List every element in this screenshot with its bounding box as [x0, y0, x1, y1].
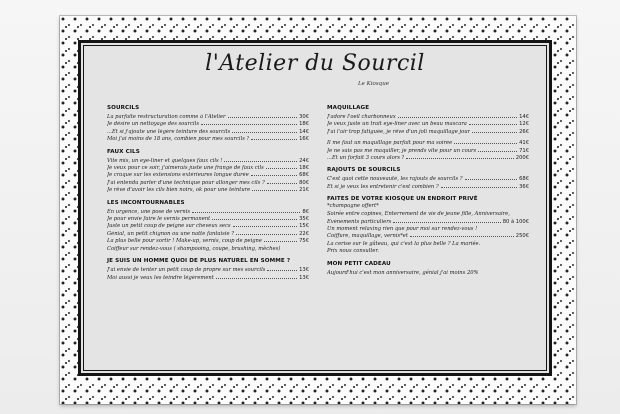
item-text: Vite mis, un eye-liner et quelques faux cils !	[107, 157, 223, 164]
menu-title: l'Atelier du Sourcil	[205, 51, 425, 76]
item-price: 13€	[299, 267, 309, 274]
item-text: Coiffure, maquillage, vernis*et	[327, 233, 408, 240]
menu-item	[107, 172, 309, 179]
section-title: FAITES DE VOTRE KIOSQUE UN ENDROIT PRIVÉ	[327, 196, 478, 203]
section-je-suis-un-homme-quoi-de-plus-naturel-en-somme	[107, 258, 309, 282]
menu-item	[327, 176, 529, 183]
item-price: 18€	[299, 165, 309, 172]
menu-item	[327, 148, 529, 155]
item-text: ...Et un forfait 3 cours alors ?	[327, 155, 405, 162]
menu-item	[327, 114, 529, 121]
dot-leader	[478, 151, 517, 152]
section-title: MON PETIT CADEAU	[327, 260, 391, 267]
menu-item	[107, 238, 309, 245]
item-price: 68€	[299, 172, 309, 179]
menu-item	[327, 219, 529, 226]
dot-leader	[232, 132, 297, 133]
item-text: Juste un petit coup de peigne sur cheveux secs	[107, 223, 231, 230]
item-price: 18€	[299, 121, 309, 128]
item-text: En urgence, une pose de vernis	[107, 208, 191, 215]
dot-leader	[201, 124, 297, 125]
item-price: 30€	[299, 114, 309, 120]
menu-item	[327, 140, 529, 147]
item-price: 15€	[299, 223, 309, 230]
item-text: La parfaite restructuration comme à l'Atelier	[107, 114, 226, 120]
item-text: Je pour envie faire le vernis permanent	[107, 216, 211, 223]
section-title: RAJOUTS DE SOURCILS	[327, 167, 401, 174]
item-price: 41€	[519, 140, 529, 147]
item-text: Je craque sur les extensions extérieures longue durée	[107, 172, 249, 179]
section-title: MAQUILLAGE	[327, 105, 370, 111]
item-price: 80€	[299, 179, 309, 186]
menu-line: Coiffeur sur rendez-vous ( shampooing, coupe, brushing, mèches)	[107, 245, 281, 252]
item-text: Génial, un petit chignon ou une natte fantaisie ?	[107, 230, 234, 237]
item-text: ...Et si j'ajoute une légère teinture des sourcils	[107, 128, 231, 135]
item-price: 71€	[519, 147, 529, 154]
section-faites-de-votre-kiosque-un-endroit-prive	[327, 196, 529, 255]
right-column	[327, 105, 529, 282]
dot-leader	[398, 117, 517, 118]
dot-leader	[216, 278, 297, 279]
menu-item	[107, 158, 309, 165]
menu-item	[107, 165, 309, 172]
item-text: Je ne sais pas me maquiller, je prends vite pour un cours	[327, 147, 477, 154]
item-price: 36€	[519, 183, 529, 190]
item-price: 24€	[299, 157, 309, 164]
item-text: La plus belle pour sortir ! Make-up, vernis, coup de peigne	[107, 238, 262, 245]
dot-leader	[267, 183, 297, 184]
item-text: Je rêve d'avoir les cils bien noirs, ok pour une teinture	[107, 187, 251, 194]
menu-item	[107, 216, 309, 223]
section-title: FAUX CILS	[107, 148, 140, 155]
left-column	[107, 105, 309, 287]
menu-item	[107, 223, 309, 230]
dot-leader	[236, 234, 297, 235]
item-price: 26€	[519, 128, 529, 135]
item-price: 80 à 100€	[502, 218, 529, 225]
item-text: Je veux pour ce soir, j'aimerais juste une frange de faux cils	[107, 165, 264, 172]
menu-item	[327, 155, 529, 162]
dot-leader	[406, 158, 514, 159]
item-price: 8€	[302, 208, 309, 215]
menu-item	[327, 121, 529, 128]
item-text: Moi aussi je veux les teindre légèrement	[107, 274, 214, 281]
menu-line: Aujourd'hui c'est mon anniversaire, génial j'ai moins 20%	[327, 269, 479, 276]
dot-leader	[267, 270, 297, 271]
menu-item	[107, 231, 309, 238]
dot-leader	[465, 179, 518, 180]
dot-leader	[410, 236, 514, 237]
section-les-incontournables	[107, 200, 309, 253]
item-price: 22€	[299, 230, 309, 237]
menu-line: La cerise sur le gâteau, qui c'est la plus belle ? La mariée.	[327, 240, 481, 247]
item-price: 14€	[519, 114, 529, 120]
item-price: 200€	[515, 155, 529, 162]
dot-leader	[469, 124, 517, 125]
menu-item	[107, 114, 309, 121]
dot-leader	[441, 187, 517, 188]
item-price: 68€	[519, 176, 529, 183]
dot-leader	[266, 168, 297, 169]
item-text: Il me faut un maquillage parfait pour ma soirée	[327, 140, 453, 147]
section-mon-petit-cadeau	[327, 261, 529, 277]
dot-leader	[228, 117, 298, 118]
section-faux-cils	[107, 149, 309, 195]
item-text: C'est quoi cette nouveauté, les rajouts de sourcils ?	[327, 176, 463, 183]
item-price: 21€	[299, 187, 309, 194]
item-text: Evènements particuliers	[327, 218, 392, 225]
dot-leader	[233, 226, 298, 227]
section-note: *champagne offert*	[327, 203, 379, 210]
section-rajouts-de-sourcils	[327, 167, 529, 191]
item-text: Moi j'ai moins de 18 ans, combien pour mes sourcils ?	[107, 136, 250, 143]
dot-leader	[212, 219, 297, 220]
menu-item	[107, 129, 309, 136]
menu-item	[107, 121, 309, 128]
section-title: JE SUIS UN HOMME QUOI DE PLUS NATUREL EN SOMME ?	[107, 258, 291, 265]
item-price: 13€	[299, 274, 309, 281]
item-text: Je désire un nettoyage des sourcils	[107, 121, 199, 128]
menu-item	[327, 184, 529, 191]
menu-item	[107, 267, 309, 274]
item-text: J'ai l'air trop fatiguée, je rêve d'un joli maquillage jour	[327, 128, 471, 135]
item-price: 75€	[299, 238, 309, 245]
dot-leader	[454, 143, 517, 144]
item-text: Et si je veux les entretenir c'est combien ?	[327, 183, 439, 190]
dot-leader	[252, 190, 297, 191]
menu-item	[107, 180, 309, 187]
item-price: 16€	[299, 136, 309, 143]
dot-leader	[251, 139, 297, 140]
section-title: SOURCILS	[107, 105, 140, 111]
dot-leader	[192, 212, 300, 213]
dot-leader	[251, 175, 297, 176]
section-maquillage	[327, 105, 529, 162]
item-text: Je veux juste un trait eye-liner avec un beau mascara	[327, 121, 467, 128]
menu-subtitle: Le Kiosque	[358, 81, 389, 87]
menu-line: Un moment relaxing rien que pour moi sur rendez-vous !	[327, 226, 478, 233]
dot-leader	[224, 161, 297, 162]
item-price: 35€	[299, 216, 309, 223]
dot-leader	[472, 132, 517, 133]
menu-item	[107, 187, 309, 194]
item-price: 12€	[519, 121, 529, 128]
item-price: 250€	[515, 233, 529, 240]
menu-item	[107, 275, 309, 282]
menu-item	[107, 209, 309, 216]
menu-line: Prix nous consulter.	[327, 248, 380, 255]
item-text: J'ai envie de tenter un petit coup de propre sur mes sourcils	[107, 267, 266, 274]
menu-line: Soirée entre copines, Enterrement de vie de jeune fille, Anniversaire,	[327, 211, 510, 218]
item-text: J'adore l'oeil charbonneux	[327, 114, 396, 120]
item-price: 14€	[299, 128, 309, 135]
dot-leader	[393, 222, 500, 223]
section-title: LES INCONTOURNABLES	[107, 199, 185, 206]
menu-item	[107, 136, 309, 143]
section-sourcils	[107, 105, 309, 144]
menu-panel	[78, 40, 552, 376]
dot-leader	[264, 241, 297, 242]
menu-item	[327, 129, 529, 136]
menu-item	[327, 233, 529, 240]
item-text: J'ai entendu parler d'une technique pour allonger mes cils ?	[107, 179, 265, 186]
